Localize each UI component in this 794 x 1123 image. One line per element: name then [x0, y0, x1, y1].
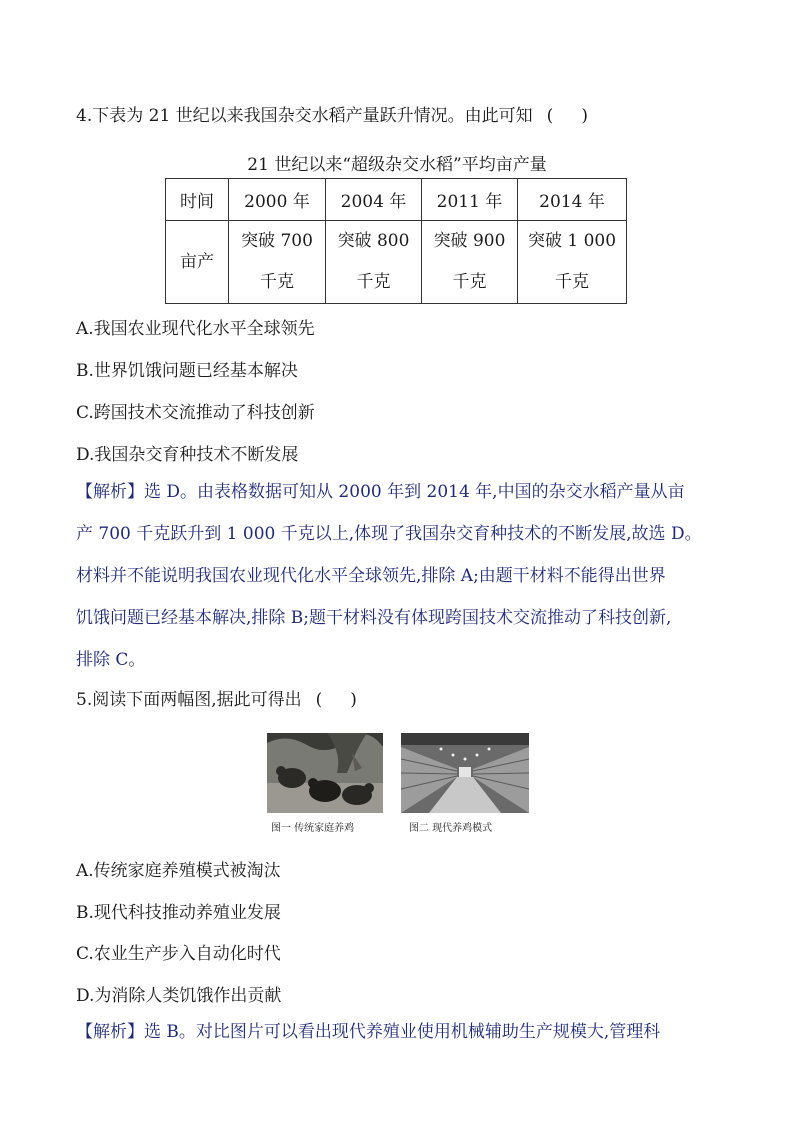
cell-value: 突破 900: [433, 231, 506, 251]
option-b: B.现代科技推动养殖业发展: [76, 903, 281, 923]
table-header-cell: 2000 年: [229, 179, 326, 221]
table-header-cell: 2004 年: [326, 179, 422, 221]
cell-value: 突破 1 000: [527, 231, 617, 251]
traditional-chicken-photo: [267, 733, 383, 813]
analysis-line: 饥饿问题已经基本解决,排除 B;题干材料没有体现跨国技术交流推动了科技创新,: [76, 608, 672, 628]
option-a: A.传统家庭养殖模式被淘汰: [76, 861, 281, 881]
modern-chicken-farm-photo: [401, 733, 529, 813]
table-header-cell: 时间: [166, 179, 229, 221]
figure-2-caption: 图二 现代养鸡模式: [409, 823, 493, 834]
answer-paren-close: ): [350, 690, 357, 710]
question-5-stem: [76, 692, 357, 709]
figure-1-caption: 图一 传统家庭养鸡: [271, 823, 355, 834]
yield-table: [165, 178, 627, 304]
table-cell: [326, 221, 422, 304]
table-cell: [229, 221, 326, 304]
cell-unit: 千克: [356, 272, 391, 292]
table-cell: [518, 221, 627, 304]
answer-paren-open: (: [546, 106, 554, 126]
table-header-cell: 2014 年: [518, 179, 627, 221]
cell-unit: 千克: [452, 272, 487, 292]
table-header-cell: 2011 年: [422, 179, 518, 221]
table-cell: [422, 221, 518, 304]
option-b: B.世界饥饿问题已经基本解决: [76, 361, 298, 381]
option-d: D.为消除人类饥饿作出贡献: [76, 986, 282, 1006]
table-row: [166, 221, 627, 304]
analysis-line: 排除 C。: [76, 650, 146, 670]
cell-unit: 千克: [260, 272, 294, 292]
table-title: 21 世纪以来“超级杂交水稻”平均亩产量: [247, 155, 547, 175]
question-5-text: 5.阅读下面两幅图,据此可得出: [76, 690, 302, 710]
question-4-stem: [76, 108, 588, 125]
cell-unit: 千克: [555, 272, 589, 292]
cell-value: 突破 800: [337, 231, 410, 251]
option-a: A.我国农业现代化水平全球领先: [76, 319, 315, 339]
cell-value: 突破 700: [241, 231, 313, 251]
option-d: D.我国杂交育种技术不断发展: [76, 445, 299, 465]
table-header-row: [166, 179, 627, 221]
table-row-label: 亩产: [166, 221, 229, 304]
answer-paren-close: ): [581, 106, 588, 126]
analysis-line: 材料并不能说明我国农业现代化水平全球领先,排除 A;由题干材料不能得出世界: [76, 566, 666, 586]
analysis-line: 产 700 千克跃升到 1 000 千克以上,体现了我国杂交育种技术的不断发展,故选 D。: [76, 524, 702, 544]
answer-paren-open: (: [315, 690, 323, 710]
option-c: C.跨国技术交流推动了科技创新: [76, 403, 315, 423]
question-4-text: 4.下表为 21 世纪以来我国杂交水稻产量跃升情况。由此可知: [76, 106, 533, 126]
analysis-line: 【解析】选 B。对比图片可以看出现代养殖业使用机械辅助生产规模大,管理科: [76, 1022, 661, 1042]
analysis-line: 【解析】选 D。由表格数据可知从 2000 年到 2014 年,中国的杂交水稻产量从亩: [76, 482, 685, 502]
option-c: C.农业生产步入自动化时代: [76, 944, 281, 964]
